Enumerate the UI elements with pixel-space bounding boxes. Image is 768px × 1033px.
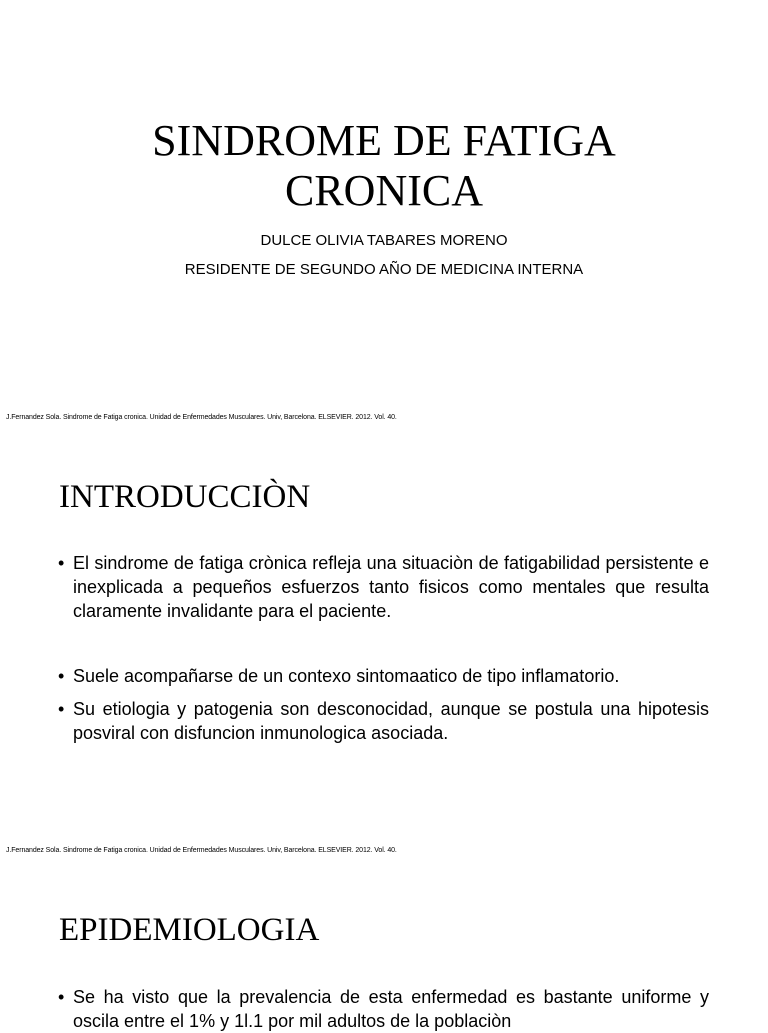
bullet-item (58, 985, 709, 1033)
title-line-2: CRONICA (284, 166, 484, 215)
bullet-item (58, 664, 709, 688)
bullet-item (58, 697, 709, 745)
bullet-text: El sindrome de fatiga crònica refleja una situaciòn de fatigabilidad persistente e inexplicada a pequeños esfuerzos tanto fisicos como mentales que resulta claramente invalidante para el paciente. (73, 553, 709, 621)
slide-citation: J.Fernandez Sola. Sindrome de Fatiga cronica. Unidad de Enfermedades Musculares. Univ, Barcelona. ELSEVIER. 2012. Vol. 40. (6, 414, 397, 421)
title-line-1: SINDROME DE FATIGA (152, 116, 616, 165)
slide-citation: J.Fernandez Sola. Sindrome de Fatiga cronica. Unidad de Enfermedades Musculares. Univ, Barcelona. ELSEVIER. 2012. Vol. 40. (6, 847, 397, 854)
title-slide (0, 0, 768, 430)
bullet-icon: • (58, 699, 65, 719)
presentation-title (0, 116, 768, 216)
bullet-text: Suele acompañarse de un contexo sintomaatico de tipo inflamatorio. (73, 666, 620, 686)
bullet-text: Se ha visto que la prevalencia de esta enfermedad es bastante uniforme y oscila entre el 1% y 1l.1 por mil adultos de la poblaciòn (73, 987, 709, 1031)
author-name: DULCE OLIVIA TABARES MORENO (260, 232, 508, 249)
section-title-introduccion: INTRODUCCIÒN (59, 479, 311, 515)
section-title-epidemiologia: EPIDEMIOLOGIA (59, 912, 320, 948)
bullet-icon: • (58, 553, 65, 573)
bullet-icon: • (58, 987, 65, 1007)
bullet-item (58, 551, 709, 623)
bullet-text: Su etiologia y patogenia son desconocidad, aunque se postula una hipotesis posviral con disfuncion inmunologica asociada. (73, 699, 709, 743)
author-role: RESIDENTE DE SEGUNDO AÑO DE MEDICINA INTERNA (184, 261, 584, 278)
bullet-icon: • (58, 666, 65, 686)
